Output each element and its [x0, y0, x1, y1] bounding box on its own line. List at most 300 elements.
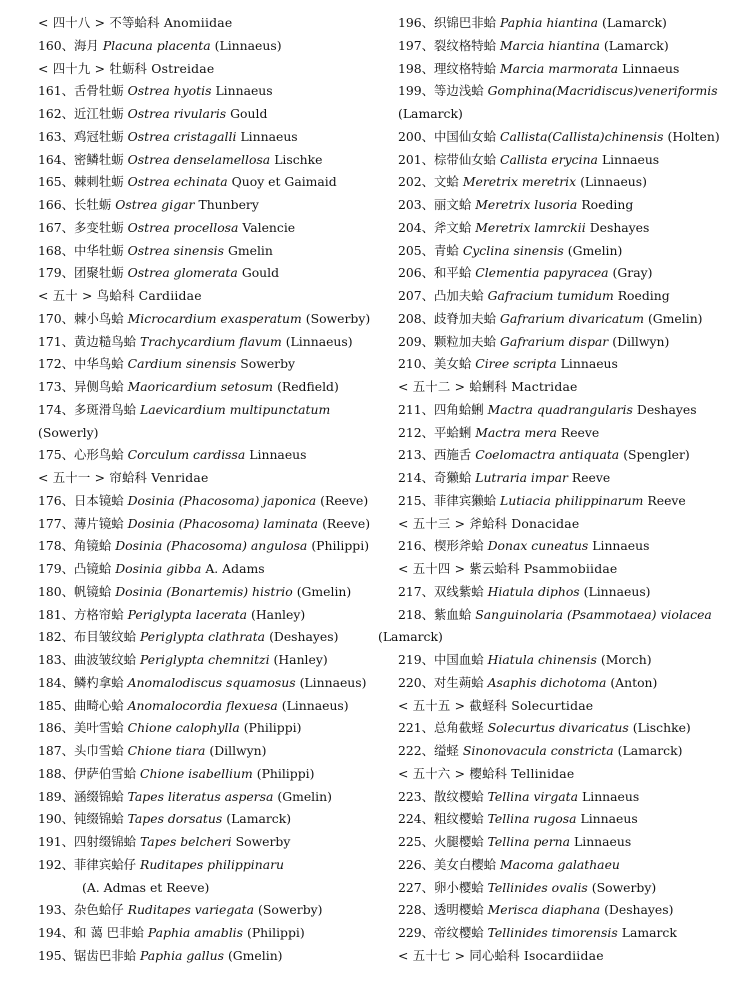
species-entry — [398, 899, 730, 922]
chinese-name: 美女蛤 — [434, 356, 472, 372]
chinese-name: 缢蛏 — [434, 743, 459, 758]
entry-number: 226、 — [398, 856, 435, 872]
entry-number: 199、 — [398, 83, 435, 99]
species-entry — [398, 808, 730, 831]
author-name: (Lamarck) — [617, 743, 683, 758]
species-entry — [398, 490, 730, 513]
author-name: (Lischke) — [632, 720, 691, 736]
scientific-name: Ostrea procellosa — [127, 219, 239, 235]
chinese-name: 棘刺牡蛎 — [74, 174, 124, 190]
author-name: (Deshayes) — [269, 629, 339, 645]
scientific-name: Chione tiara — [127, 743, 206, 758]
entry-number: 214、 — [398, 470, 435, 485]
entry-number: 220、 — [398, 674, 435, 690]
chinese-name: 文蛤 — [434, 174, 459, 190]
author-name: Linnaeus — [560, 356, 618, 372]
entry-number: 190、 — [38, 811, 75, 827]
chinese-name: 伊萨伯雪蛤 — [74, 765, 136, 781]
author-name: Quoy et Gaimaid — [231, 174, 337, 190]
author-name: (Dillwyn) — [209, 743, 267, 758]
species-entry — [38, 945, 378, 968]
scientific-name: Tellinides timorensis — [487, 925, 618, 940]
species-entry — [38, 308, 378, 331]
chinese-name: 四射缀锦蛤 — [74, 834, 136, 849]
scientific-name: Gafrarium divaricatum — [500, 310, 644, 326]
entry-number: 211、 — [398, 401, 435, 417]
author-name: Linnaeus — [622, 60, 680, 76]
scientific-name: Hiatula diphos — [487, 583, 580, 599]
species-entry — [398, 285, 730, 308]
scientific-name: Cardium sinensis — [127, 356, 237, 372]
scientific-name: Periglypta lacerata — [127, 606, 248, 622]
scientific-name: Dosinia (Bonartemis) histrio — [115, 583, 293, 599]
species-entry — [398, 717, 730, 740]
chinese-name: 凸加夫蛤 — [434, 288, 484, 303]
species-entry — [38, 171, 378, 194]
entry-number: 165、 — [38, 174, 75, 190]
author-name: Linnaeus — [249, 447, 307, 463]
species-entry — [38, 513, 378, 536]
scientific-name: Paphia gallus — [140, 947, 224, 963]
chinese-name: 西施舌 — [434, 447, 472, 463]
author-name: Sowerby — [235, 834, 291, 849]
scientific-name: Tellina rugosa — [487, 811, 577, 827]
scientific-name: Ostrea echinata — [127, 174, 228, 190]
entry-number: 170、 — [38, 310, 75, 326]
author-name: Linnaeus — [215, 83, 273, 99]
entry-number: 198、 — [398, 60, 435, 76]
chinese-name: 美女白樱蛤 — [434, 856, 496, 872]
left-column — [38, 12, 378, 968]
family-heading: < 五十六 > 樱蛤科 Tellinidae — [398, 765, 575, 781]
species-entry — [38, 240, 378, 263]
scientific-name: Chione calophylla — [127, 720, 240, 736]
author-name: Deshayes — [589, 219, 650, 235]
author-name: (Philippi) — [256, 765, 315, 781]
entry-number: 205、 — [398, 242, 435, 258]
author-name: (Spengler) — [623, 447, 690, 463]
scientific-name: Periglypta clathrata — [140, 629, 266, 645]
chinese-name: 颗粒加夫蛤 — [434, 333, 496, 349]
author-name: Sowerby — [240, 356, 296, 372]
scientific-name: Ruditapes variegata — [127, 902, 255, 918]
entry-number: 224、 — [398, 811, 435, 827]
species-entry — [38, 35, 378, 58]
entry-number: 167、 — [38, 219, 75, 235]
scientific-name: Tapes belcheri — [140, 834, 232, 849]
species-entry — [38, 899, 378, 922]
entry-number: 166、 — [38, 197, 75, 212]
chinese-name: 团聚牡蛎 — [74, 265, 124, 281]
scientific-name: Tellina perna — [487, 834, 570, 849]
family-heading: < 五十四 > 紫云蛤科 Psammobiidae — [398, 561, 618, 576]
chinese-name: 薄片镜蛤 — [74, 515, 124, 531]
scientific-name: Meretrix lamrckii — [475, 219, 586, 235]
scientific-name: Anomalodiscus squamosus — [127, 674, 296, 690]
chinese-name: 心形鸟蛤 — [74, 447, 124, 463]
entry-number: 188、 — [38, 765, 75, 781]
chinese-name: 布目皱纹蛤 — [74, 629, 136, 645]
author-name: (Philippi) — [247, 925, 305, 940]
scientific-name: Tapes literatus aspersa — [127, 788, 274, 804]
chinese-name: 青蛤 — [434, 242, 459, 258]
chinese-name: 近江牡蛎 — [74, 106, 124, 121]
scientific-name: Anomalocordia flexuesa — [127, 697, 278, 713]
species-entry — [398, 240, 730, 263]
entry-number: 225、 — [398, 834, 435, 849]
species-entry — [398, 854, 730, 877]
entry-number: 187、 — [38, 743, 75, 758]
author-name: (Philippi) — [311, 538, 370, 554]
species-entry — [38, 558, 378, 581]
author-name: (Redfield) — [277, 379, 339, 394]
scientific-name: Sinonovacula constricta — [462, 743, 614, 758]
scientific-name: Ostrea gigar — [115, 197, 195, 212]
species-entry — [398, 171, 730, 194]
chinese-name: 多变牡蛎 — [74, 219, 124, 235]
entry-number: 178、 — [38, 538, 75, 554]
species-entry — [398, 262, 730, 285]
author-name: (Linnaeus) — [580, 174, 647, 190]
scientific-name: Gafrarium dispar — [500, 333, 609, 349]
scientific-name: Microcardium exasperatum — [127, 310, 302, 326]
chinese-name: 裂纹格特蛤 — [434, 37, 496, 53]
scientific-name: Callista erycina — [500, 151, 598, 167]
scientific-name: Ruditapes philippinaru — [140, 856, 285, 872]
chinese-name: 菲律宾蛤仔 — [74, 856, 136, 872]
author-name: A. Adams — [205, 561, 265, 576]
scientific-name: Mactra mera — [475, 424, 557, 440]
entry-number: 185、 — [38, 697, 75, 713]
entry-number: 184、 — [38, 674, 75, 690]
chinese-name: 总角截蛏 — [434, 720, 484, 736]
scientific-name: Periglypta chemnitzi — [140, 652, 270, 667]
entry-number: 171、 — [38, 333, 75, 349]
chinese-name: 紫血蛤 — [434, 606, 472, 622]
scientific-name: Callista(Callista)chinensis — [500, 128, 664, 144]
entry-number: 216、 — [398, 538, 435, 554]
entry-number: 200、 — [398, 128, 435, 144]
author-continuation: (Sowerly) — [38, 424, 99, 440]
species-entry — [38, 103, 378, 126]
author-name: (Lamarck) — [603, 37, 669, 53]
chinese-name: 鳞杓拿蛤 — [74, 674, 124, 690]
author-name: Linnaeus — [582, 788, 640, 804]
scientific-name: Ciree scripta — [475, 356, 557, 372]
scientific-name: Merisca diaphana — [487, 902, 601, 918]
entry-number: 172、 — [38, 356, 75, 372]
entry-number: 213、 — [398, 447, 435, 463]
species-entry — [38, 808, 378, 831]
entry-number: 222、 — [398, 743, 435, 758]
author-name: (Gmelin) — [296, 583, 352, 599]
entry-number: 195、 — [38, 947, 75, 963]
entry-number: 218、 — [398, 606, 435, 622]
species-entry — [38, 831, 378, 854]
entry-number: 221、 — [398, 720, 435, 736]
scientific-name: Dosinia (Phacosoma) japonica — [127, 492, 317, 508]
chinese-name: 中国血蛤 — [434, 652, 484, 667]
author-name: Linnaeus — [580, 811, 638, 827]
entry-number: 193、 — [38, 902, 75, 918]
author-name: Lamarck — [621, 925, 677, 940]
entry-number: 173、 — [38, 379, 75, 394]
author-name: Gould — [241, 265, 280, 281]
scientific-name: Solecurtus divaricatus — [487, 720, 629, 736]
chinese-name: 杂色蛤仔 — [74, 902, 124, 918]
scientific-name: Sanguinolaria (Psammotaea) violacea — [475, 606, 712, 622]
species-entry — [38, 126, 378, 149]
scientific-name: Gomphina(Macridiscus)veneriformis — [487, 83, 718, 99]
scientific-name: Ostrea rivularis — [127, 106, 227, 121]
entry-number: 201、 — [398, 151, 435, 167]
scientific-name: Ostrea hyotis — [127, 83, 212, 99]
entry-number: 197、 — [398, 37, 435, 53]
species-entry — [398, 535, 730, 558]
author-name: Roeding — [581, 197, 634, 212]
species-entry — [398, 422, 730, 445]
chinese-name: 四角蛤蜊 — [434, 401, 484, 417]
author-name: (Linnaeus) — [281, 697, 349, 713]
species-entry — [398, 217, 730, 240]
chinese-name: 日本镜蛤 — [74, 492, 124, 508]
author-name: (Sowerby) — [591, 879, 657, 895]
entry-number: 164、 — [38, 151, 75, 167]
scientific-name: Asaphis dichotoma — [487, 674, 607, 690]
author-name: Roeding — [617, 288, 670, 303]
entry-number: 229、 — [398, 925, 435, 940]
species-entry — [38, 535, 378, 558]
author-name: Linnaeus — [574, 834, 632, 849]
family-heading: < 五十一 > 帘蛤科 Venridae — [38, 470, 209, 485]
chinese-name: 和 蔼 巴非蛤 — [74, 925, 144, 940]
chinese-name: 对生蒴蛤 — [434, 674, 484, 690]
author-name: (Linnaeus) — [583, 583, 651, 599]
scientific-name: Placuna placenta — [102, 37, 211, 53]
author-name: Linnaeus — [240, 128, 298, 144]
species-entry — [398, 353, 730, 376]
chinese-name: 钝缀锦蛤 — [74, 811, 124, 827]
chinese-name: 鸡冠牡蛎 — [74, 128, 124, 144]
chinese-name: 歧脊加夫蛤 — [434, 310, 496, 326]
author-name: Reeve — [560, 424, 600, 440]
author-name: (Holten) — [667, 128, 720, 144]
author-name: (Hanley) — [251, 606, 306, 622]
species-entry — [38, 490, 378, 513]
family-heading: < 四十九 > 牡蛎科 Ostreidae — [38, 60, 215, 76]
chinese-name: 菲律宾獭蛤 — [434, 492, 496, 508]
entry-number: 215、 — [398, 492, 435, 508]
entry-number: 180、 — [38, 583, 75, 599]
author-name: (Dillwyn) — [612, 333, 670, 349]
scientific-name: Hiatula chinensis — [487, 652, 597, 667]
author-name: (Linnaeus) — [214, 37, 282, 53]
species-entry — [38, 376, 378, 399]
scientific-name: Cyclina sinensis — [462, 242, 564, 258]
scientific-name: Gafracium tumidum — [487, 288, 614, 303]
scientific-name: Clementia papyracea — [475, 265, 609, 281]
scientific-name: Dosinia (Phacosoma) angulosa — [115, 538, 308, 554]
species-entry — [38, 194, 378, 217]
species-entry — [38, 217, 378, 240]
scientific-name: Lutiacia philippinarum — [500, 492, 644, 508]
scientific-name: Lutraria impar — [475, 470, 568, 485]
entry-number: 212、 — [398, 424, 435, 440]
entry-number: 203、 — [398, 197, 435, 212]
entry-number: 206、 — [398, 265, 435, 281]
species-entry — [398, 308, 730, 331]
scientific-name: Tapes dorsatus — [127, 811, 223, 827]
species-entry — [38, 695, 378, 718]
author-name: (Reeve) — [320, 492, 369, 508]
species-entry — [38, 672, 378, 695]
chinese-name: 中国仙女蛤 — [434, 128, 496, 144]
species-entry — [398, 194, 730, 217]
entry-number: 161、 — [38, 83, 75, 99]
entry-number: 208、 — [398, 310, 435, 326]
author-name: (Reeve) — [322, 515, 371, 531]
species-entry — [38, 444, 378, 467]
entry-number: 179、 — [38, 561, 75, 576]
author-continuation: (Lamarck) — [398, 106, 463, 121]
chinese-name: 楔形斧蛤 — [434, 538, 484, 554]
author-name: Valencie — [242, 219, 296, 235]
species-entry — [398, 467, 730, 490]
entry-number: 168、 — [38, 242, 75, 258]
species-entry — [38, 626, 378, 649]
author-name: (Hanley) — [273, 652, 328, 667]
chinese-name: 平蛤蜊 — [434, 424, 472, 440]
chinese-name: 和平蛤 — [434, 265, 472, 281]
author-continuation: (A. Admas et Reeve) — [82, 879, 210, 895]
author-name: Linnaeus — [601, 151, 660, 167]
author-name: Lischke — [274, 151, 323, 167]
family-heading: < 四十八 > 不等蛤科 Anomiidae — [38, 15, 233, 30]
species-entry — [38, 353, 378, 376]
chinese-name: 帆镜蛤 — [74, 583, 112, 599]
chinese-name: 曲波皱纹蛤 — [74, 652, 136, 667]
author-name: (Lamarck) — [602, 15, 667, 30]
chinese-name: 丽文蛤 — [434, 197, 472, 212]
author-name: (Lamarck) — [226, 811, 292, 827]
species-entry — [38, 740, 378, 763]
entry-number: 191、 — [38, 834, 75, 849]
family-heading: < 五十 > 鸟蛤科 Cardiidae — [38, 288, 202, 303]
scientific-name: Ostrea denselamellosa — [127, 151, 271, 167]
entry-number: 196、 — [398, 15, 435, 30]
species-entry — [398, 922, 730, 945]
species-entry — [38, 763, 378, 786]
family-heading: < 五十七 > 同心蛤科 Isocardiidae — [398, 947, 604, 963]
entry-number: 163、 — [38, 128, 75, 144]
entry-number: 175、 — [38, 447, 75, 463]
entry-number: 209、 — [398, 333, 435, 349]
author-name: (Deshayes) — [604, 902, 674, 918]
entry-number: 194、 — [38, 925, 75, 940]
chinese-name: 透明樱蛤 — [434, 902, 484, 918]
scientific-name: Corculum cardissa — [127, 447, 246, 463]
chinese-name: 理纹格特蛤 — [434, 60, 496, 76]
entry-number: 174、 — [38, 401, 75, 417]
species-entry — [398, 672, 730, 695]
species-entry — [38, 922, 378, 945]
entry-number: 182、 — [38, 629, 75, 645]
entry-number: 186、 — [38, 720, 75, 736]
species-entry — [38, 581, 378, 604]
chinese-name: 美叶雪蛤 — [74, 720, 124, 736]
species-entry — [38, 854, 378, 877]
species-entry — [398, 740, 730, 763]
author-name: Gould — [230, 106, 268, 121]
chinese-name: 锯齿巴非蛤 — [74, 947, 136, 963]
chinese-name: 方格帘蛤 — [74, 606, 124, 622]
entry-number: 202、 — [398, 174, 435, 190]
chinese-name: 涵缀锦蛤 — [74, 788, 124, 804]
right-column — [378, 12, 730, 968]
entry-number: 189、 — [38, 788, 75, 804]
species-entry — [398, 831, 730, 854]
author-name: (Gray) — [612, 265, 653, 281]
scientific-name: Marcia marmorata — [500, 60, 619, 76]
species-entry — [398, 399, 730, 422]
chinese-name: 中华牡蛎 — [74, 242, 124, 258]
scientific-name: Ostrea sinensis — [127, 242, 224, 258]
author-name: (Linnaeus) — [285, 333, 353, 349]
scientific-name: Chione isabellium — [140, 765, 253, 781]
chinese-name: 舌骨牡蛎 — [74, 83, 124, 99]
chinese-name: 角镜蛤 — [74, 538, 112, 554]
species-entry — [38, 604, 378, 627]
chinese-name: 散纹樱蛤 — [434, 788, 484, 804]
chinese-name: 黄边糙鸟蛤 — [74, 333, 136, 349]
species-entry — [38, 149, 378, 172]
species-entry — [38, 786, 378, 809]
chinese-name: 织锦巴非蛤 — [434, 15, 496, 30]
species-entry — [398, 58, 730, 81]
scientific-name: Donax cuneatus — [487, 538, 589, 554]
author-name: (Gmelin) — [227, 947, 283, 963]
scientific-name: Laevicardium multipunctatum — [140, 401, 331, 417]
chinese-name: 火腿樱蛤 — [434, 834, 484, 849]
entry-number: 207、 — [398, 288, 435, 303]
entry-number: 217、 — [398, 583, 435, 599]
chinese-name: 异侧鸟蛤 — [74, 379, 124, 394]
species-entry — [38, 331, 378, 354]
chinese-name: 卵小樱蛤 — [434, 879, 484, 895]
author-name: (Linnaeus) — [299, 674, 367, 690]
species-entry — [38, 649, 378, 672]
species-entry — [398, 35, 730, 58]
author-name: Deshayes — [636, 401, 697, 417]
species-entry — [398, 80, 730, 103]
scientific-name: Coelomactra antiquata — [475, 447, 620, 463]
chinese-name: 斧文蛤 — [434, 219, 472, 235]
scientific-name: Tellinides ovalis — [487, 879, 588, 895]
chinese-name: 粗纹樱蛤 — [434, 811, 484, 827]
scientific-name: Dosinia (Phacosoma) laminata — [127, 515, 319, 531]
species-entry — [398, 444, 730, 467]
chinese-name: 海月 — [74, 37, 99, 53]
species-entry — [398, 649, 730, 672]
species-entry — [398, 126, 730, 149]
author-name: (Gmelin) — [647, 310, 703, 326]
author-name: (Gmelin) — [567, 242, 623, 258]
entry-number: 183、 — [38, 652, 75, 667]
author-name: Thunbery — [198, 197, 259, 212]
author-name: (Sowerby) — [258, 902, 323, 918]
scientific-name: Paphia amablis — [147, 925, 243, 940]
entry-number: 219、 — [398, 652, 435, 667]
